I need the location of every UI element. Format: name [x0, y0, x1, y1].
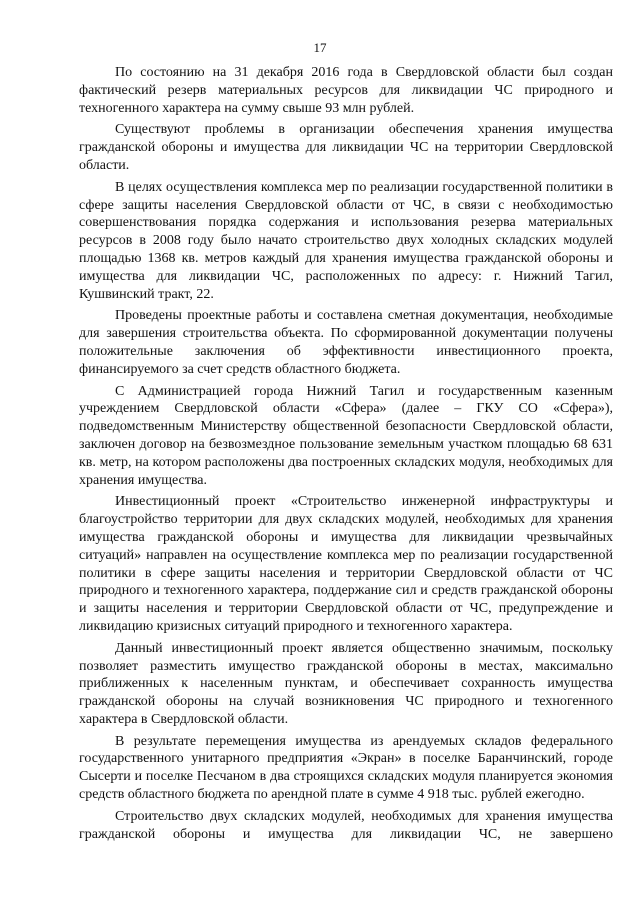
page-number: 17	[313, 40, 327, 55]
document-body	[79, 64, 613, 843]
paragraph-design-work: Проведены проектные работы и составлена сметная документация, необходимые для завершения строительства объекта. По сформированной документации получены положительные заключения об эффективности инвестиционного проекта, финансируемого за счет средств областного бюджета.	[79, 308, 613, 377]
paragraph-land-agreement: С Администрацией города Нижний Тагил и государственным казенным учреждением Свердловской области «Сфера» (далее – ГКУ СО «Сфера»), подведомственным Министерству общественной безопасности Свердловской области, заключен договор на безвозмездное пользование земельным участком площадью 68 631 кв. метр, на котором расположены два построенных складских модуля, необходимых для хранения имущества.	[79, 383, 613, 488]
paragraph-reserve-status: По состоянию на 31 декабря 2016 года в Свердловской области был создан фактический резерв материальных ресурсов для ликвидации ЧС природного и техногенного характера на сумму свыше 93 млн рублей.	[79, 65, 613, 116]
paragraph-project-significance: Данный инвестиционный проект является общественно значимым, поскольку позволяет разместить имущество гражданской обороны в местах, максимально приближенных к населенным пунктам, и обеспечивает сохранность имущества гражданской обороны на случай возникновения ЧС природного и техногенного характера в Свердловской области.	[79, 640, 613, 727]
paragraph-savings: В результате перемещения имущества из арендуемых складов федерального государственного унитарного предприятия «Экран» в поселке Баранчинский, городе Сысерти и поселке Песчаном в два строящихся складских модуля планируется экономия средств областного бюджета по арендной плате в сумме 4 918 тыс. рублей ежегодно.	[79, 733, 613, 803]
paragraph-storage-problems: Существуют проблемы в организации обеспечения хранения имущества гражданской обороны и имущества для ликвидации ЧС на территории Свердловской области.	[79, 122, 613, 173]
paragraph-investment-project: Инвестиционный проект «Строительство инженерной инфраструктуры и благоустройство территории для двух складских модулей, необходимых для хранения имущества гражданской обороны и имущества для ликвидации чрезвычайных ситуаций» направлен на осуществление комплекса мер по реализации государственной политики в сфере защиты населения и территории Свердловской области от ЧС природного и техногенного характера, поддержание сил и средств гражданской обороны и защиты населения и территории Свердловской области от ЧС, предупреждение и ликвидацию кризисных ситуаций природного и техногенного характера.	[79, 494, 613, 634]
paragraph-construction-incomplete: Строительство двух складских модулей, необходимых для хранения имущества гражданской обороны и имущества для ликвидации ЧС, не завершено	[79, 808, 613, 842]
paragraph-construction-start: В целях осуществления комплекса мер по реализации государственной политики в сфере защиты населения Свердловской области от ЧС, в связи с необходимостью совершенствования порядка содержания и использования резерва материальных ресурсов в 2008 году было начато строительство двух холодных складских модулей площадью 1368 кв. метров каждый для хранения имущества гражданской обороны и имущества для ликвидации ЧС, расположенных по адресу: г. Нижний Тагил, Кушвинский тракт, 22.	[79, 179, 613, 302]
